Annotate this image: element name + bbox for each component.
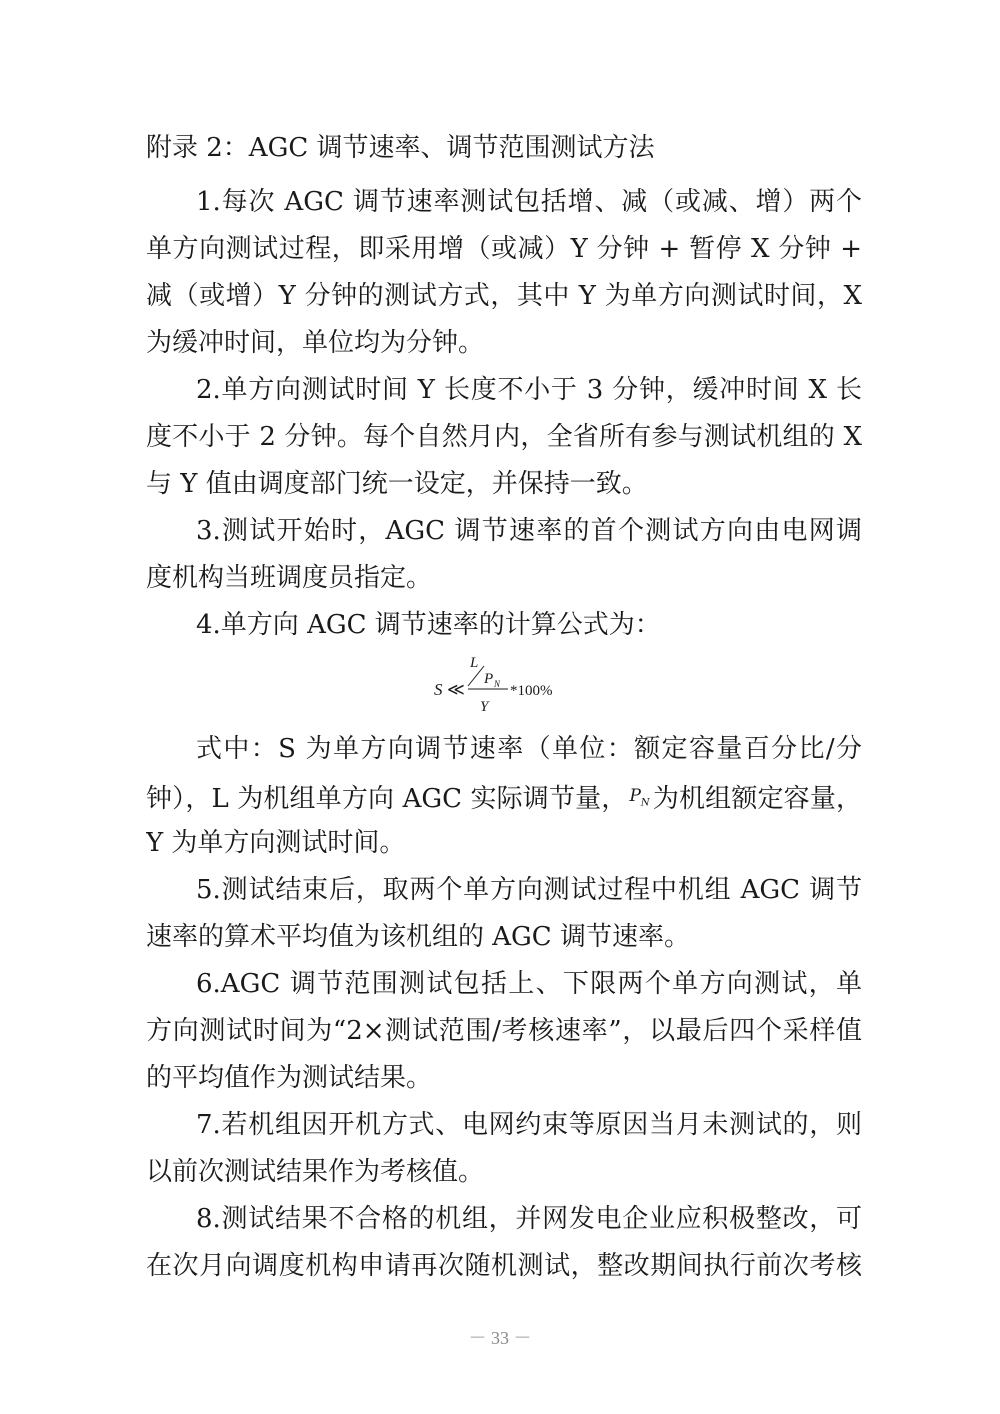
paragraph-6-line-1: 5.测试结束后，取两个单方向测试过程中机组 AGC 调节 bbox=[196, 875, 862, 905]
formula-inner-sub: N bbox=[494, 679, 501, 689]
page-number: － 33 － bbox=[468, 1328, 532, 1348]
paragraph-7-line-2: 方向测试时间为“2×测试范围/考核速率”，以最后四个采样值 bbox=[146, 1016, 862, 1046]
pn-symbol: $P_N$ bbox=[629, 786, 650, 809]
formula-operator: ≪ bbox=[447, 680, 465, 699]
formula-denominator: Y bbox=[480, 699, 489, 715]
paragraph-2-line-2: 度不小于 2 分钟。每个自然月内，全省所有参与测试机组的 X bbox=[146, 422, 862, 452]
formula-inner-denominator: P bbox=[484, 671, 494, 687]
paragraph-3-line-1: 3.测试开始时，AGC 调节速率的首个测试方向由电网调 bbox=[196, 516, 862, 546]
paragraph-1-line-4: 为缓冲时间，单位均为分钟。 bbox=[146, 328, 485, 358]
paragraph-5-line-2-a: 钟），L 为机组单方向 AGC 实际调节量， bbox=[146, 784, 628, 814]
formula-tail: *100% bbox=[510, 683, 553, 699]
paragraph-5-line-3: Y 为单方向测试时间。 bbox=[146, 828, 406, 858]
appendix-title: 附录 2：AGC 调节速率、调节范围测试方法 bbox=[146, 133, 655, 163]
paragraph-2-line-3: 与 Y 值由调度部门统一设定，并保持一致。 bbox=[146, 469, 648, 499]
paragraph-9-line-2: 在次月向调度机构申请再次随机测试，整改期间执行前次考核 bbox=[146, 1251, 862, 1281]
paragraph-3-line-2: 度机构当班调度员指定。 bbox=[146, 563, 433, 593]
paragraph-9-line-1: 8.测试结果不合格的机组，并网发电企业应积极整改，可 bbox=[196, 1204, 862, 1234]
paragraph-7-line-1: 6.AGC 调节范围测试包括上、下限两个单方向测试，单 bbox=[196, 969, 862, 999]
paragraph-1-line-1: 1.每次 AGC 调节速率测试包括增、减（或减、增）两个 bbox=[196, 187, 862, 217]
paragraph-8-line-2: 以前次测试结果作为考核值。 bbox=[146, 1157, 485, 1187]
paragraph-1-line-2: 单方向测试过程，即采用增（或减）Y 分钟 + 暂停 X 分钟 + bbox=[146, 234, 862, 264]
paragraph-5-line-1: 式中：S 为单方向调节速率（单位：额定容量百分比/分 bbox=[196, 734, 862, 764]
paragraph-4-line-1: 4.单方向 AGC 调节速率的计算公式为： bbox=[196, 610, 661, 640]
formula-lhs: S bbox=[434, 680, 443, 699]
paragraph-5-line-2 bbox=[146, 776, 862, 823]
rate-formula bbox=[420, 643, 600, 723]
paragraph-8-line-1: 7.若机组因开机方式、电网约束等原因当月未测试的，则 bbox=[196, 1110, 862, 1140]
paragraph-7-line-3: 的平均值作为测试结果。 bbox=[146, 1063, 433, 1093]
paragraph-2-line-1: 2.单方向测试时间 Y 长度不小于 3 分钟，缓冲时间 X 长 bbox=[196, 375, 862, 405]
paragraph-1-line-3: 减（或增）Y 分钟的测试方式，其中 Y 为单方向测试时间，X bbox=[146, 281, 862, 311]
paragraph-5-line-2-b: 为机组额定容量， bbox=[652, 784, 862, 814]
paragraph-6-line-2: 速率的算术平均值为该机组的 AGC 调节速率。 bbox=[146, 922, 690, 952]
formula-numerator: L bbox=[470, 655, 479, 671]
